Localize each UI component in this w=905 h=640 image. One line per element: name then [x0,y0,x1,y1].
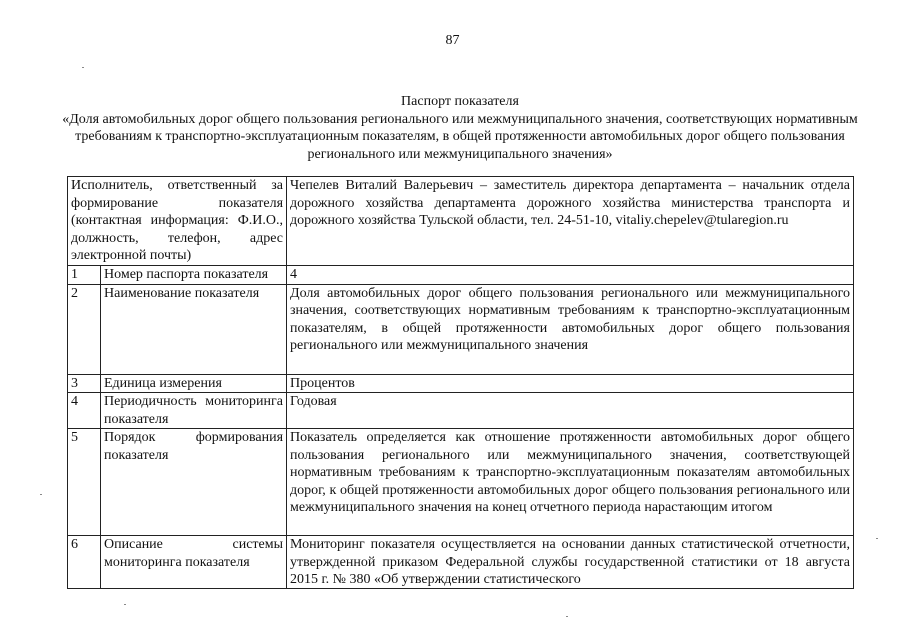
row-name: Описание системы мониторинга показателя [101,536,287,589]
table-row [68,536,854,589]
row-value-text: Мониторинг показателя осуществляется на основании данных статистической отчетности, утвержденной приказом Федеральной службы государственной статистики от 18 августа 2015 г. № 380 «Об утверждении статистического [290,537,850,587]
scan-speck [124,604,126,605]
scan-speck [40,494,42,495]
page-number: 87 [445,33,460,48]
scan-speck [82,67,84,68]
table-row [68,374,854,393]
row-name: Периодичность мониторинга показателя [101,393,287,429]
table-row [68,393,854,429]
title-heading: Паспорт показателя [401,94,519,109]
row-number: 3 [68,374,101,393]
row-value: Годовая [287,393,854,429]
executor-label: Исполнитель, ответственный за формирование показателя (контактная информация: Ф.И.О., должность, телефон, адрес электронной почты) [68,177,287,266]
table-row-executor [68,177,854,266]
row-number: 6 [68,536,101,589]
scan-speck [566,616,568,617]
table-row [68,284,854,374]
row-name: Номер паспорта показателя [101,266,287,285]
row-number: 1 [68,266,101,285]
row-number: 5 [68,429,101,536]
row-number: 2 [68,284,101,374]
row-value [287,536,854,589]
document-title [60,93,860,163]
row-value: Доля автомобильных дорог общего пользования регионального или межмуниципального значения, соответствующих нормативным требованиям к транспортно-эксплуатационным показателям, в общей протяженности автомобильных дорог общего пользования регионального или межмуниципального значения [287,284,854,374]
table-row [68,429,854,536]
row-name: Порядок формирования показателя [101,429,287,536]
row-number: 4 [68,393,101,429]
executor-value: Чепелев Виталий Валерьевич – заместитель директора департамента – начальник отдела дорожного хозяйства департамента дорожного хозяйства министерства транспорта и дорожного хозяйства Тульской области, тел. 24-51-10, vitaliy.chepelev@tularegion.ru [287,177,854,266]
row-name: Наименование показателя [101,284,287,374]
row-value: Показатель определяется как отношение протяженности автомобильных дорог общего пользования регионального или межмуниципального значения, соответствующей нормативным требованиям к транспортно-эксплуатационным показателям автомобильных дорог, к общей протяженности автомобильных дорог общего пользования регионального или межмуниципального значения на конец отчетного периода нарастающим итогом [287,429,854,536]
row-value: 4 [287,266,854,285]
title-indicator-name: «Доля автомобильных дорог общего пользования регионального или межмуниципального значения, соответствующих нормативным требованиям к транспортно-эксплуатационным показателям, в общей протяженности автомобильных дорог общего пользования регионального или межмуниципального значения» [62,111,858,162]
table-row [68,266,854,285]
row-name: Единица измерения [101,374,287,393]
row-value: Процентов [287,374,854,393]
indicator-passport-table [67,176,854,589]
scan-speck [876,538,878,539]
